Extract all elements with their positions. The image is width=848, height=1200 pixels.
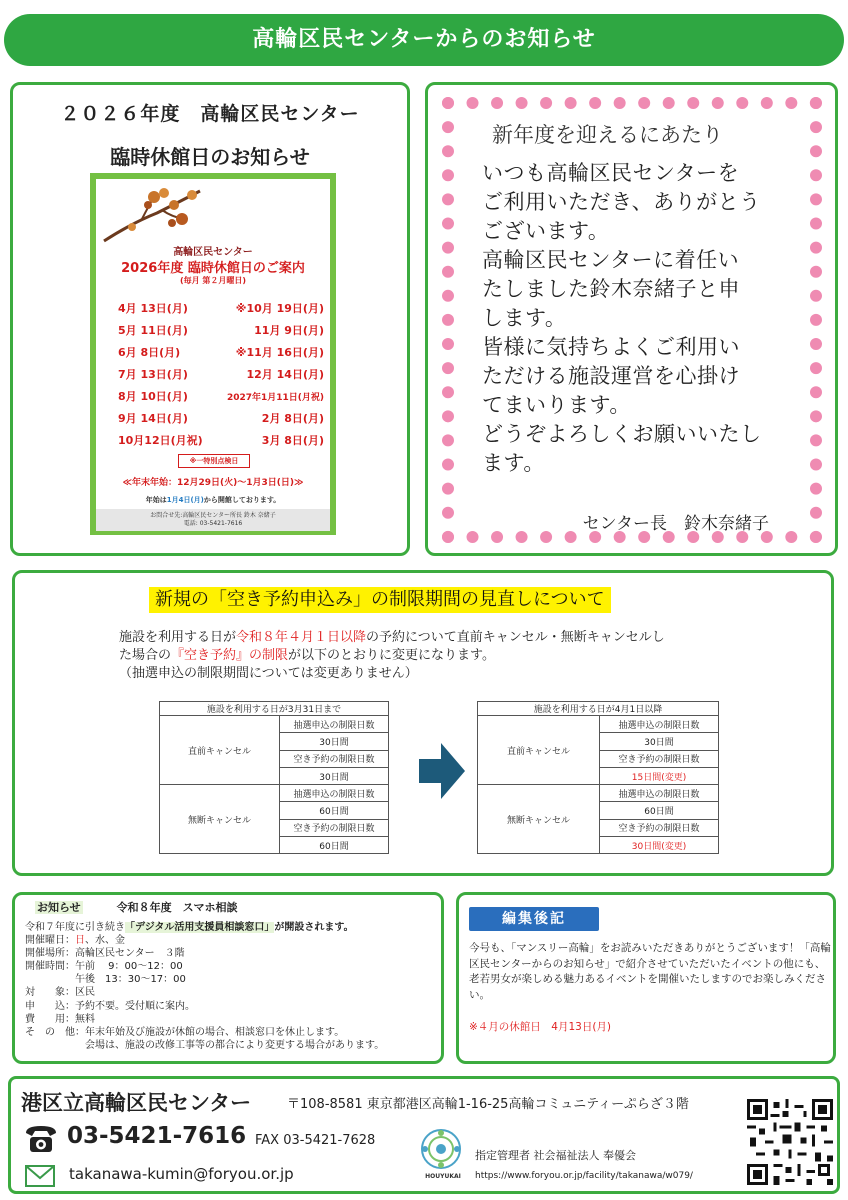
poster-contact: お問合せ先:高輪区民センター所長 鈴木 奈緒子 電話: 03-5421-7616 (96, 509, 330, 531)
special-inspection-label: ※一特別点検日 (178, 454, 250, 468)
center-address: 〒108-8581 東京都港区高輪1-16-25高輪コミュニティーぷらざ３階 (287, 1097, 689, 1112)
email-address[interactable]: takanawa-kumin@foryou.or.jp (69, 1165, 294, 1183)
closed-days-subtitle: 臨時休館日のお知らせ (110, 145, 310, 169)
date-row: 8月 10日(月) 2027年1月11日(月祝) (118, 390, 324, 403)
autumn-branch-illustration (102, 183, 202, 243)
footer-contact (8, 1076, 840, 1194)
arrow-right-icon (419, 743, 465, 799)
center-name: 港区立高輪区民センター (21, 1091, 252, 1115)
smart-details: 令和７年度に引き続き「デジタル活用支援員相談窓口」が開設されます。 開催曜日：日、水、金 開催場所：高輪区民センター ３階 開催時間：午前 9：00～12：00 午後 13：30～17：00 対 象：区民 申 込：予約不要。受付順に案内。 費 用：無料 そ の 他：年末年始及び施設が休館の場合、相談窓口を休止します。 会場は、施設の改修工事等の都合により変更する場合があります。 (25, 922, 385, 1051)
date-row: 9月 14日(月) 2月 8日(月) (118, 412, 324, 425)
phone-number[interactable]: 03-5421-7616 (67, 1123, 247, 1149)
greeting-box (425, 82, 838, 556)
editor-note-box (456, 892, 836, 1064)
telephone-icon (23, 1123, 59, 1155)
table-before: 施設を利用する日が3月31日まで 直前キャンセル 抽選申込の制限日数 30日間 空き予約の制限日数 30日間 無断キャンセル 抽選申込の制限日数 60日間 空き予約の制限日数 60日間 (159, 701, 389, 854)
fax-number: FAX 03-5421-7628 (255, 1133, 376, 1148)
reservation-title: 新規の「空き予約申込み」の制限期間の見直しについて (149, 587, 611, 613)
reservation-text: 施設を利用する日が令和８年４月１日以降の予約について直前キャンセル・無断キャンセルし た場合の『空き予約』の制限が以下のとおりに変更になります。 （抽選申込の制限期間については変更ありません） (119, 630, 665, 681)
greeting-signature: センター長 鈴木奈緒子 (582, 514, 769, 534)
houyukai-logo-icon (419, 1127, 463, 1171)
date-row: 4月 13日(月) ※10月 19日(月) (118, 302, 324, 315)
reopening-note: 年始は1月4日(月)から開館しております。 (145, 496, 281, 504)
date-row: 7月 13日(月) 12月 14日(月) (118, 368, 324, 381)
table-after: 施設を利用する日が4月1日以降 直前キャンセル 抽選申込の制限日数 30日間 空き予約の制限日数 15日間(変更) 無断キャンセル 抽選申込の制限日数 60日間 空き予約の制限日数 30日間(変更) (477, 701, 719, 854)
mail-icon (25, 1165, 55, 1187)
poster-title: 2026年度 臨時休館日のご案内 (121, 261, 305, 276)
closed-days-poster (90, 173, 336, 535)
website-url[interactable]: https://www.foryou.or.jp/facility/takanawa/w079/ (475, 1171, 693, 1181)
qr-code-icon[interactable] (747, 1099, 833, 1185)
smart-header: お知らせ 令和８年度 スマホ相談 (37, 901, 238, 914)
reservation-notice-box (12, 570, 834, 876)
designated-manager: 指定管理者 社会福祉法人 奉優会 (475, 1149, 636, 1162)
logo-text: HOUYUKAI (425, 1173, 461, 1180)
april-closure-note: ※４月の休館日 4月13日(月) (469, 1021, 612, 1033)
date-row: 5月 11日(月) 11月 9日(月) (118, 324, 324, 337)
date-row: 6月 8日(月) ※11月 16日(月) (118, 346, 324, 359)
header-banner: 高輪区民センターからのお知らせ (4, 14, 844, 66)
greeting-body: いつも高輪区民センターを ご利用いただき、ありがとう ございます。 高輪区民センターに着任い たしました鈴木奈緒子と申 します。 皆様に気持ちよくご利用い ただける施設運営を心掛け てまいります。 どうぞよろしくお願いいたし ます。 (482, 161, 762, 475)
poster-dates (96, 297, 330, 451)
closed-days-box (10, 82, 410, 556)
poster-note: (毎月 第２月曜日) (179, 276, 247, 285)
greeting-title: 新年度を迎えるにあたり (492, 123, 723, 147)
smartphone-consult-box (12, 892, 444, 1064)
editor-note-text: 今号も、「マンスリー高輪」をお読みいただきありがとうございます！「高輪区民センターからのお知らせ」で紹介させていただいたイベントの他にも、老若男女が楽しめる魅力あるイベントを開催いたしますのでお楽しみください。 (469, 942, 831, 1001)
new-year-closure: ≪年末年始：12月29日(火)～1月3日(日)≫ (122, 478, 304, 488)
closed-days-title: ２０２６年度 高輪区民センター (60, 103, 360, 125)
editor-note-tag: 編集後記 (469, 907, 599, 931)
poster-center-name: 高輪区民センター (173, 247, 253, 258)
date-row: 10月12日(月祝) 3月 8日(月) (118, 434, 324, 447)
